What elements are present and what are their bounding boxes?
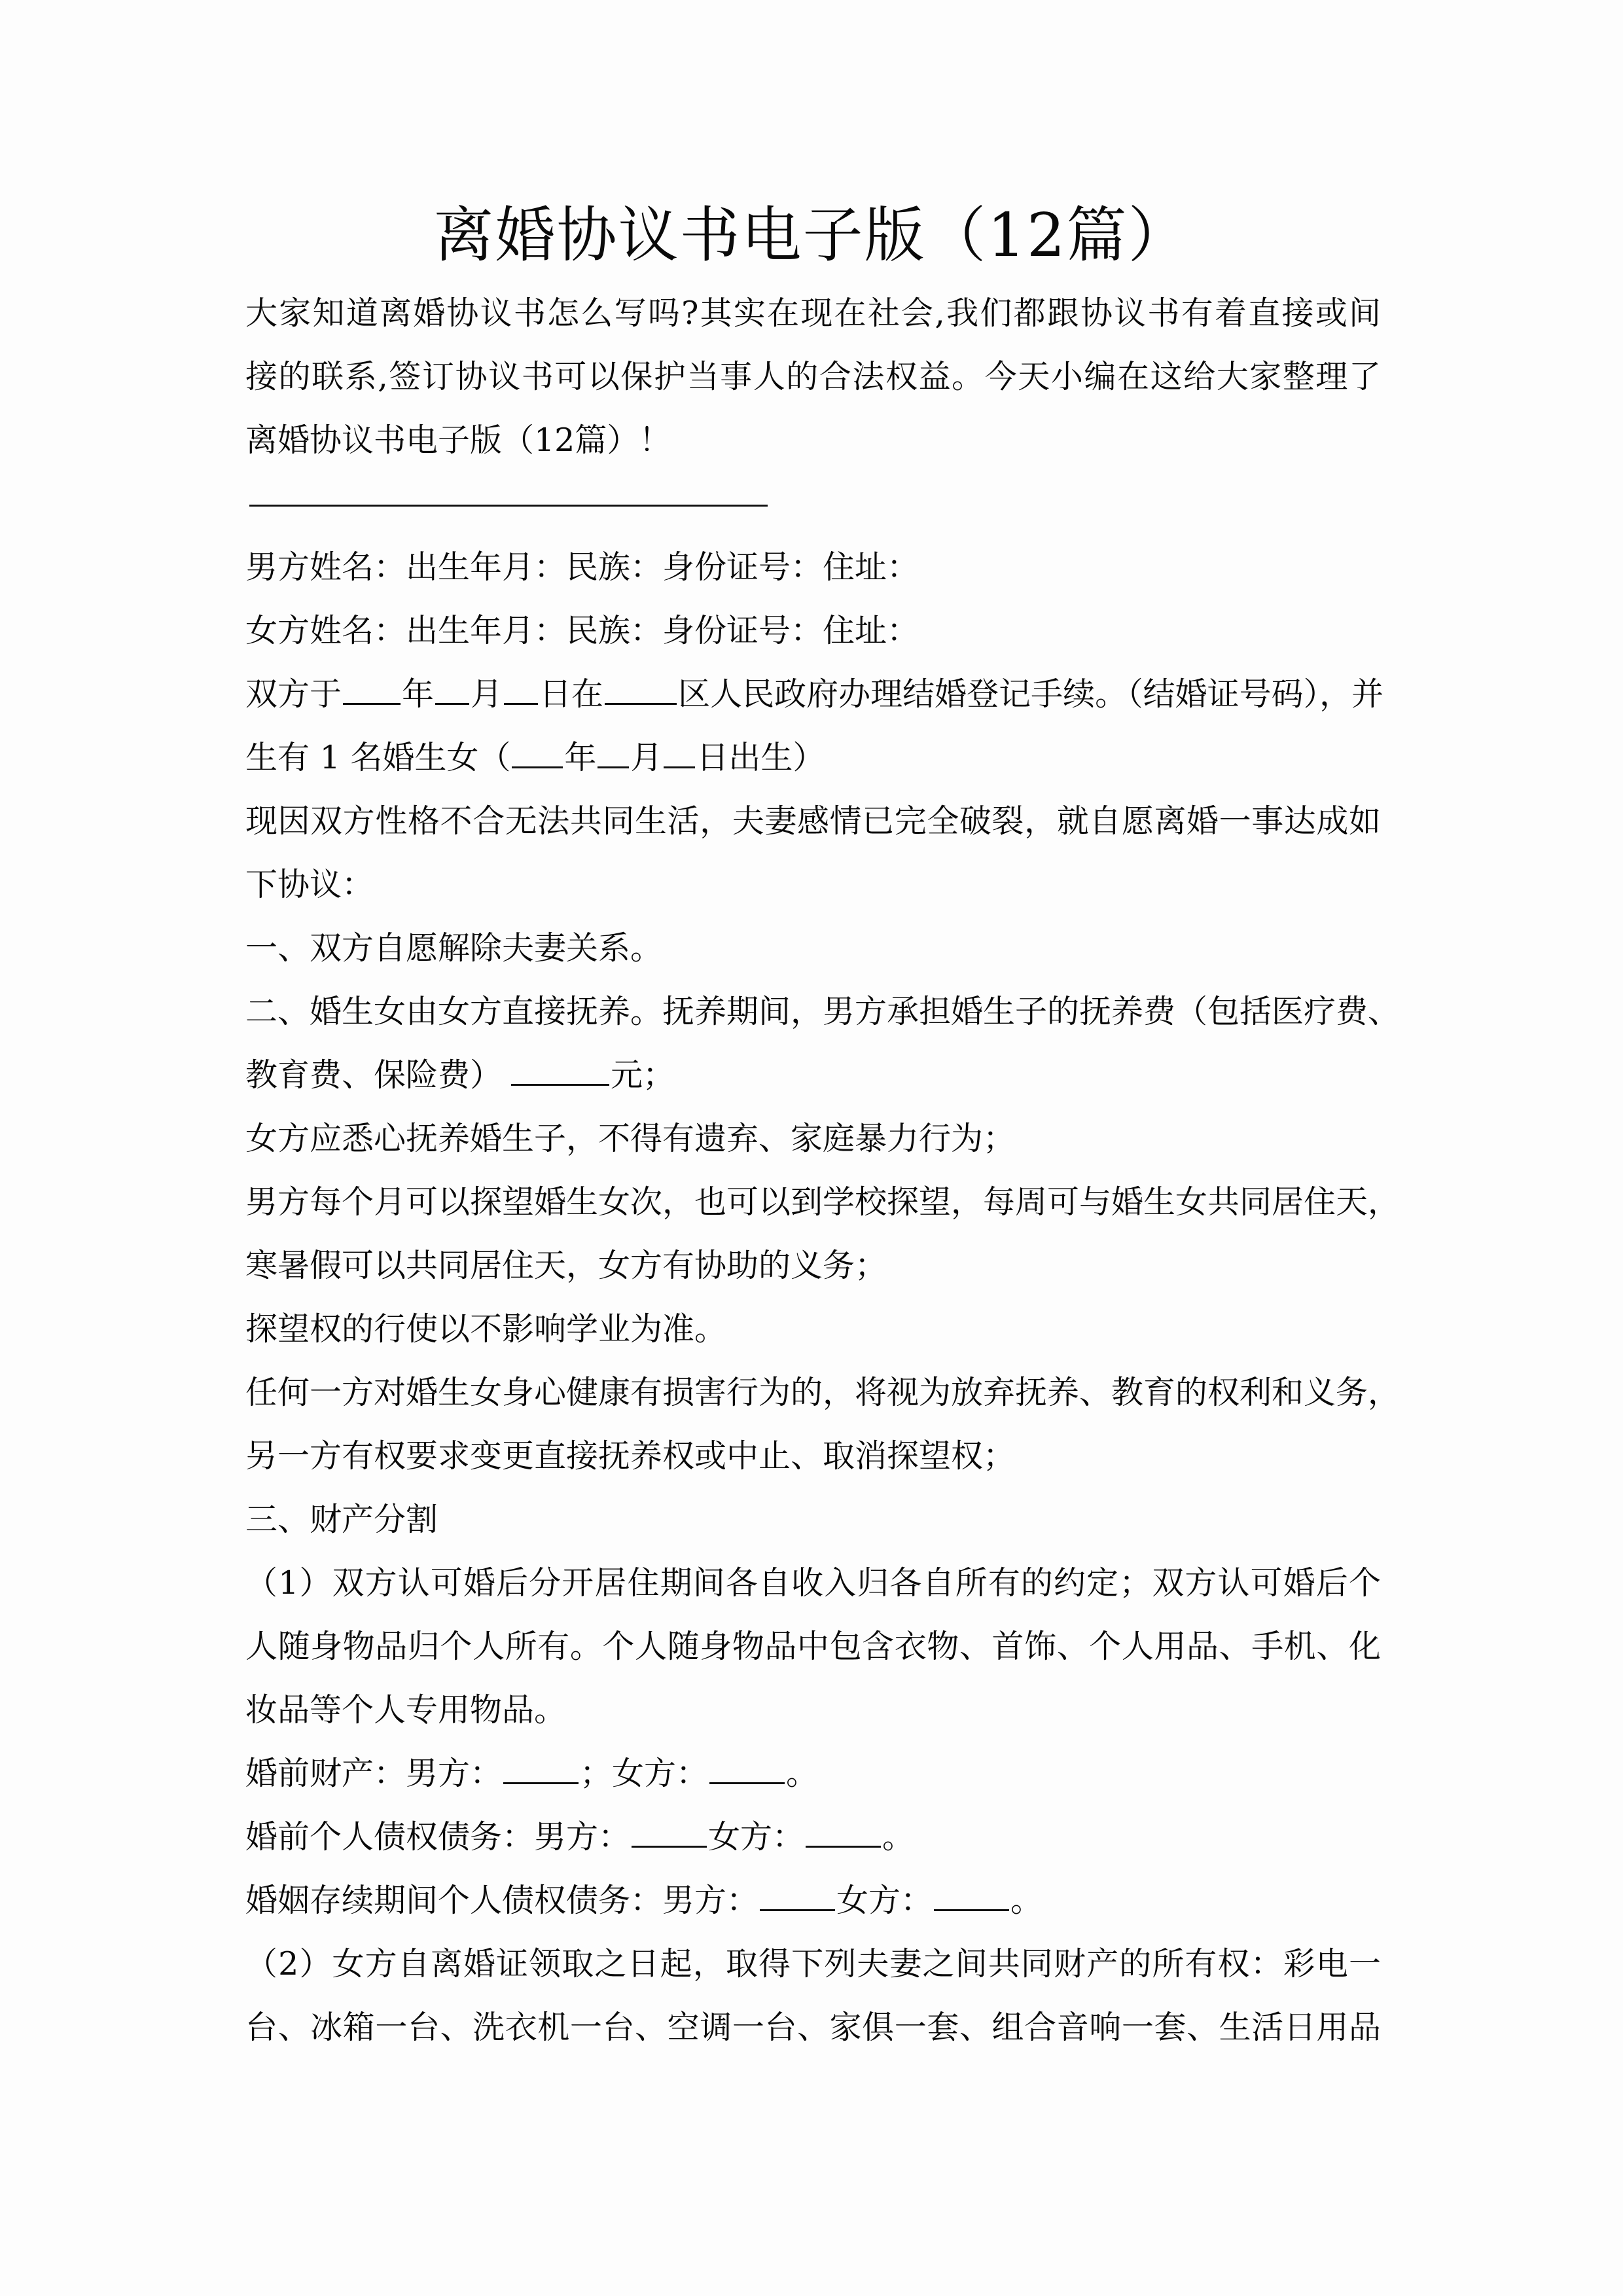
horizontal-rule — [249, 505, 768, 507]
clause-3-item-1-line-3: 妆品等个人专用物品。 — [245, 1691, 567, 1729]
blank-year — [343, 677, 401, 705]
blank-birth-year — [512, 740, 563, 768]
clause-3-item-2-line-2: 台、冰箱一台、洗衣机一台、空调一台、家俱一套、组合音响一套、生活日用品 — [245, 2009, 1381, 2046]
clause-2-line-5: 寒暑假可以共同居住天，女方有协助的义务； — [245, 1247, 887, 1284]
blank-male-marital-debts — [760, 1883, 835, 1911]
blank-support-amount — [511, 1058, 609, 1086]
premarital-debts-line — [245, 1805, 1381, 1869]
text-segment: 年 — [564, 739, 597, 776]
blank-female-premarital-debts — [806, 1820, 881, 1848]
clause-2-line-6: 探望权的行使以不影响学业为准。 — [245, 1310, 727, 1348]
text-segment: 。 — [786, 1755, 819, 1792]
text-segment: 。 — [882, 1818, 915, 1856]
clause-3-heading: 三、财产分割 — [245, 1501, 438, 1538]
premarital-property-line — [245, 1742, 1381, 1805]
text-segment: 月 — [630, 739, 663, 776]
clause-2-line-7: 任何一方对婚生女身心健康有损害行为的，将视为放弃抚养、教育的权利和义务， — [245, 1374, 1400, 1411]
clause-2-line-8: 另一方有权要求变更直接抚养权或中止、取消探望权； — [245, 1437, 1016, 1475]
reason-line-2: 下协议： — [245, 866, 374, 903]
text-segment: 女方： — [836, 1882, 933, 1919]
clause-2-line-1: 二、婚生女由女方直接抚养。抚养期间，男方承担婚生子的抚养费（包括医疗费、 — [245, 993, 1400, 1030]
text-segment: 元； — [611, 1056, 675, 1094]
clause-2-line-3: 女方应悉心抚养婚生子，不得有遗弃、家庭暴力行为； — [245, 1120, 1016, 1157]
text-segment: 区人民政府办理结婚登记手续。（结婚证号码），并 — [678, 675, 1384, 713]
marriage-registration-line-2 — [245, 726, 1381, 789]
text-segment: 日在 — [539, 675, 604, 713]
blank-birth-day — [664, 740, 695, 768]
text-segment: 年 — [402, 675, 435, 713]
blank-month — [435, 677, 469, 705]
marriage-registration-line-1 — [245, 662, 1384, 726]
text-segment: 月 — [471, 675, 503, 713]
text-segment: 教育费、保险费） — [245, 1056, 503, 1094]
text-segment: 双方于 — [245, 675, 342, 713]
clause-3-item-1-line-2: 人随身物品归个人所有。个人随身物品中包含衣物、首饰、个人用品、手机、化 — [245, 1628, 1381, 1665]
text-segment: 女方： — [708, 1818, 805, 1856]
clause-1: 一、双方自愿解除夫妻关系。 — [245, 929, 663, 967]
blank-male-premarital-debts — [632, 1820, 707, 1848]
document-title: 离婚协议书电子版（12篇） — [433, 200, 1190, 270]
blank-district — [605, 677, 677, 705]
intro-line-3: 离婚协议书电子版（12篇）！ — [245, 422, 671, 459]
male-party-info: 男方姓名：出生年月：民族：身份证号：住址： — [245, 548, 919, 586]
document-body — [245, 281, 1400, 2059]
female-party-info: 女方姓名：出生年月：民族：身份证号：住址： — [245, 612, 919, 649]
marital-debts-line — [245, 1869, 1381, 1932]
blank-day — [504, 677, 538, 705]
text-segment: 日出生） — [696, 739, 825, 776]
blank-female-property — [709, 1756, 785, 1784]
clause-2-line-2 — [245, 1043, 1381, 1107]
text-segment: ；女方： — [580, 1755, 709, 1792]
intro-line-1: 大家知道离婚协议书怎么写吗?其实在现在社会,我们都跟协议书有着直接或间 — [245, 295, 1381, 332]
blank-female-marital-debts — [934, 1883, 1009, 1911]
text-segment: 。 — [1010, 1882, 1043, 1919]
reason-line-1: 现因双方性格不合无法共同生活，夫妻感情已完全破裂，就自愿离婚一事达成如 — [245, 802, 1381, 840]
text-segment: 婚前个人债权债务：男方： — [245, 1818, 631, 1856]
separator-line — [245, 472, 1381, 535]
intro-line-2: 接的联系,签订协议书可以保护当事人的合法权益。今天小编在这给大家整理了 — [245, 358, 1381, 395]
blank-birth-month — [597, 740, 629, 768]
text-segment: 生有 1 名婚生女（ — [245, 739, 511, 776]
clause-3-item-2-line-1: （2）女方自离婚证领取之日起，取得下列夫妻之间共同财产的所有权：彩电一 — [245, 1945, 1381, 1982]
clause-3-item-1-line-1: （1）双方认可婚后分开居住期间各自收入归各自所有的约定；双方认可婚后个 — [245, 1564, 1381, 1602]
text-segment: 婚前财产：男方： — [245, 1755, 503, 1792]
text-segment: 婚姻存续期间个人债权债务：男方： — [245, 1882, 759, 1919]
clause-2-line-4: 男方每个月可以探望婚生女次，也可以到学校探望，每周可与婚生女共同居住天， — [245, 1183, 1400, 1221]
blank-male-property — [503, 1756, 579, 1784]
